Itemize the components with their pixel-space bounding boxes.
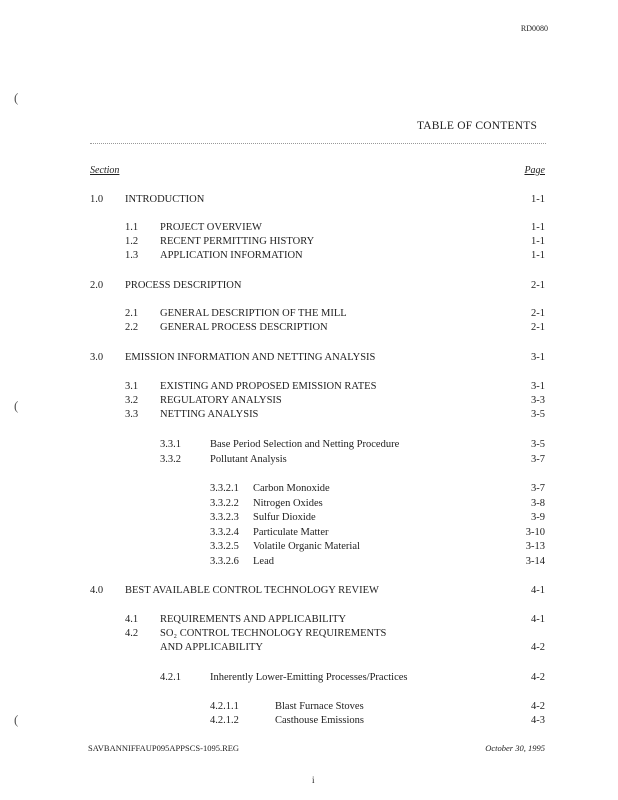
toc-title: NETTING ANALYSIS [160, 409, 259, 420]
toc-title: RECENT PERMITTING HISTORY [160, 236, 315, 247]
footer-date: October 30, 1995 [485, 743, 545, 753]
toc-page: 3-9 [531, 512, 545, 523]
toc-number: 4.2.1.2 [210, 715, 239, 726]
toc-number: 1.2 [125, 236, 139, 247]
toc-number: 4.2.1 [160, 672, 181, 683]
toc-title: Inherently Lower-Emitting Processes/Practices [210, 672, 408, 683]
toc-page: 3-8 [531, 498, 545, 509]
toc-number: 3.3.2.4 [210, 527, 239, 538]
toc-page: 3-5 [531, 439, 545, 450]
toc-number: 3.0 [90, 352, 104, 363]
toc-number: 3.3.1 [160, 439, 181, 450]
column-header-page: Page [524, 165, 545, 176]
toc-page: 3-5 [531, 409, 545, 420]
toc-title: EMISSION INFORMATION AND NETTING ANALYSIS [125, 352, 376, 363]
toc-page: 3-13 [525, 541, 545, 552]
toc-page: 3-10 [525, 527, 545, 538]
toc-page: 4-1 [531, 614, 545, 625]
toc-page: 3-7 [531, 483, 545, 494]
toc-page: 2-1 [531, 280, 545, 291]
toc-page: 3-7 [531, 454, 545, 465]
toc-title: Pollutant Analysis [210, 454, 287, 465]
toc-title: GENERAL DESCRIPTION OF THE MILL [160, 308, 347, 319]
footer-file-path: SAVBANNIFFAUP095APPSCS-1095.REG [88, 743, 240, 753]
toc-title: Particulate Matter [253, 527, 329, 538]
toc-number: 4.2 [125, 628, 139, 639]
document-code: RD0080 [520, 24, 548, 33]
toc-number: 1.1 [125, 222, 139, 233]
toc-page: 1-1 [531, 222, 545, 233]
toc-number: 3.2 [125, 395, 139, 406]
margin-mark-icon: ( [14, 712, 19, 727]
toc-number: 2.1 [125, 308, 139, 319]
toc-title: Sulfur Dioxide [253, 512, 316, 523]
toc-number: 3.1 [125, 381, 139, 392]
toc-number: 3.3.2.1 [210, 483, 239, 494]
margin-mark-icon: ( [14, 90, 19, 105]
toc-title: Base Period Selection and Netting Procedure [210, 439, 400, 450]
toc-title: Carbon Monoxide [253, 483, 330, 494]
toc-number: 3.3.2 [160, 454, 181, 465]
page-title: TABLE OF CONTENTS [417, 120, 538, 132]
toc-number: 3.3.2.5 [210, 541, 239, 552]
toc-page: 1-1 [531, 250, 545, 261]
column-header-section: Section [90, 165, 120, 176]
toc-page: 3-1 [531, 352, 545, 363]
toc-number: 2.2 [125, 322, 139, 333]
toc-number: 4.2.1.1 [210, 701, 239, 712]
toc-page: 4-2 [531, 701, 545, 712]
toc-page: 4-1 [531, 585, 545, 596]
toc-title: Lead [253, 556, 274, 567]
toc-number: 3.3.2.3 [210, 512, 239, 523]
toc-number: 4.0 [90, 585, 104, 596]
toc-number: 3.3 [125, 409, 139, 420]
toc-number: 2.0 [90, 280, 104, 291]
toc-page: 3-1 [531, 381, 545, 392]
toc-title: GENERAL PROCESS DESCRIPTION [160, 322, 328, 333]
margin-mark-icon: ( [14, 398, 19, 413]
toc-title: Volatile Organic Material [253, 541, 360, 552]
toc-page: 4-2 [531, 642, 545, 653]
toc-page: 2-1 [531, 322, 545, 333]
toc-number: 3.3.2.2 [210, 498, 239, 509]
toc-title: Blast Furnace Stoves [275, 701, 364, 712]
toc-page: 4-3 [531, 715, 545, 726]
title-divider [90, 143, 546, 144]
toc-number: 1.0 [90, 194, 104, 205]
toc-page: 1-1 [531, 194, 545, 205]
toc-title: Casthouse Emissions [275, 715, 364, 726]
toc-title: PROCESS DESCRIPTION [125, 280, 242, 291]
toc-title: INTRODUCTION [125, 194, 205, 205]
toc-page: 4-2 [531, 672, 545, 683]
toc-page: 1-1 [531, 236, 545, 247]
toc-page: 2-1 [531, 308, 545, 319]
toc-number: 4.1 [125, 614, 139, 625]
page-number: i [312, 775, 315, 785]
toc-title: APPLICATION INFORMATION [160, 250, 303, 261]
toc-title: SO₂ CONTROL TECHNOLOGY REQUIREMENTS [160, 628, 387, 639]
toc-title: EXISTING AND PROPOSED EMISSION RATES [160, 381, 377, 392]
toc-page: 3-3 [531, 395, 545, 406]
toc-page: 3-14 [525, 556, 545, 567]
toc-title: BEST AVAILABLE CONTROL TECHNOLOGY REVIEW [125, 585, 379, 596]
toc-number: 3.3.2.6 [210, 556, 239, 567]
toc-title: Nitrogen Oxides [253, 498, 323, 509]
toc-title: PROJECT OVERVIEW [160, 222, 262, 233]
toc-title: REQUIREMENTS AND APPLICABILITY [160, 614, 347, 625]
toc-number: 1.3 [125, 250, 139, 261]
toc-title: REGULATORY ANALYSIS [160, 395, 282, 406]
toc-title-continued: AND APPLICABILITY [160, 642, 263, 653]
